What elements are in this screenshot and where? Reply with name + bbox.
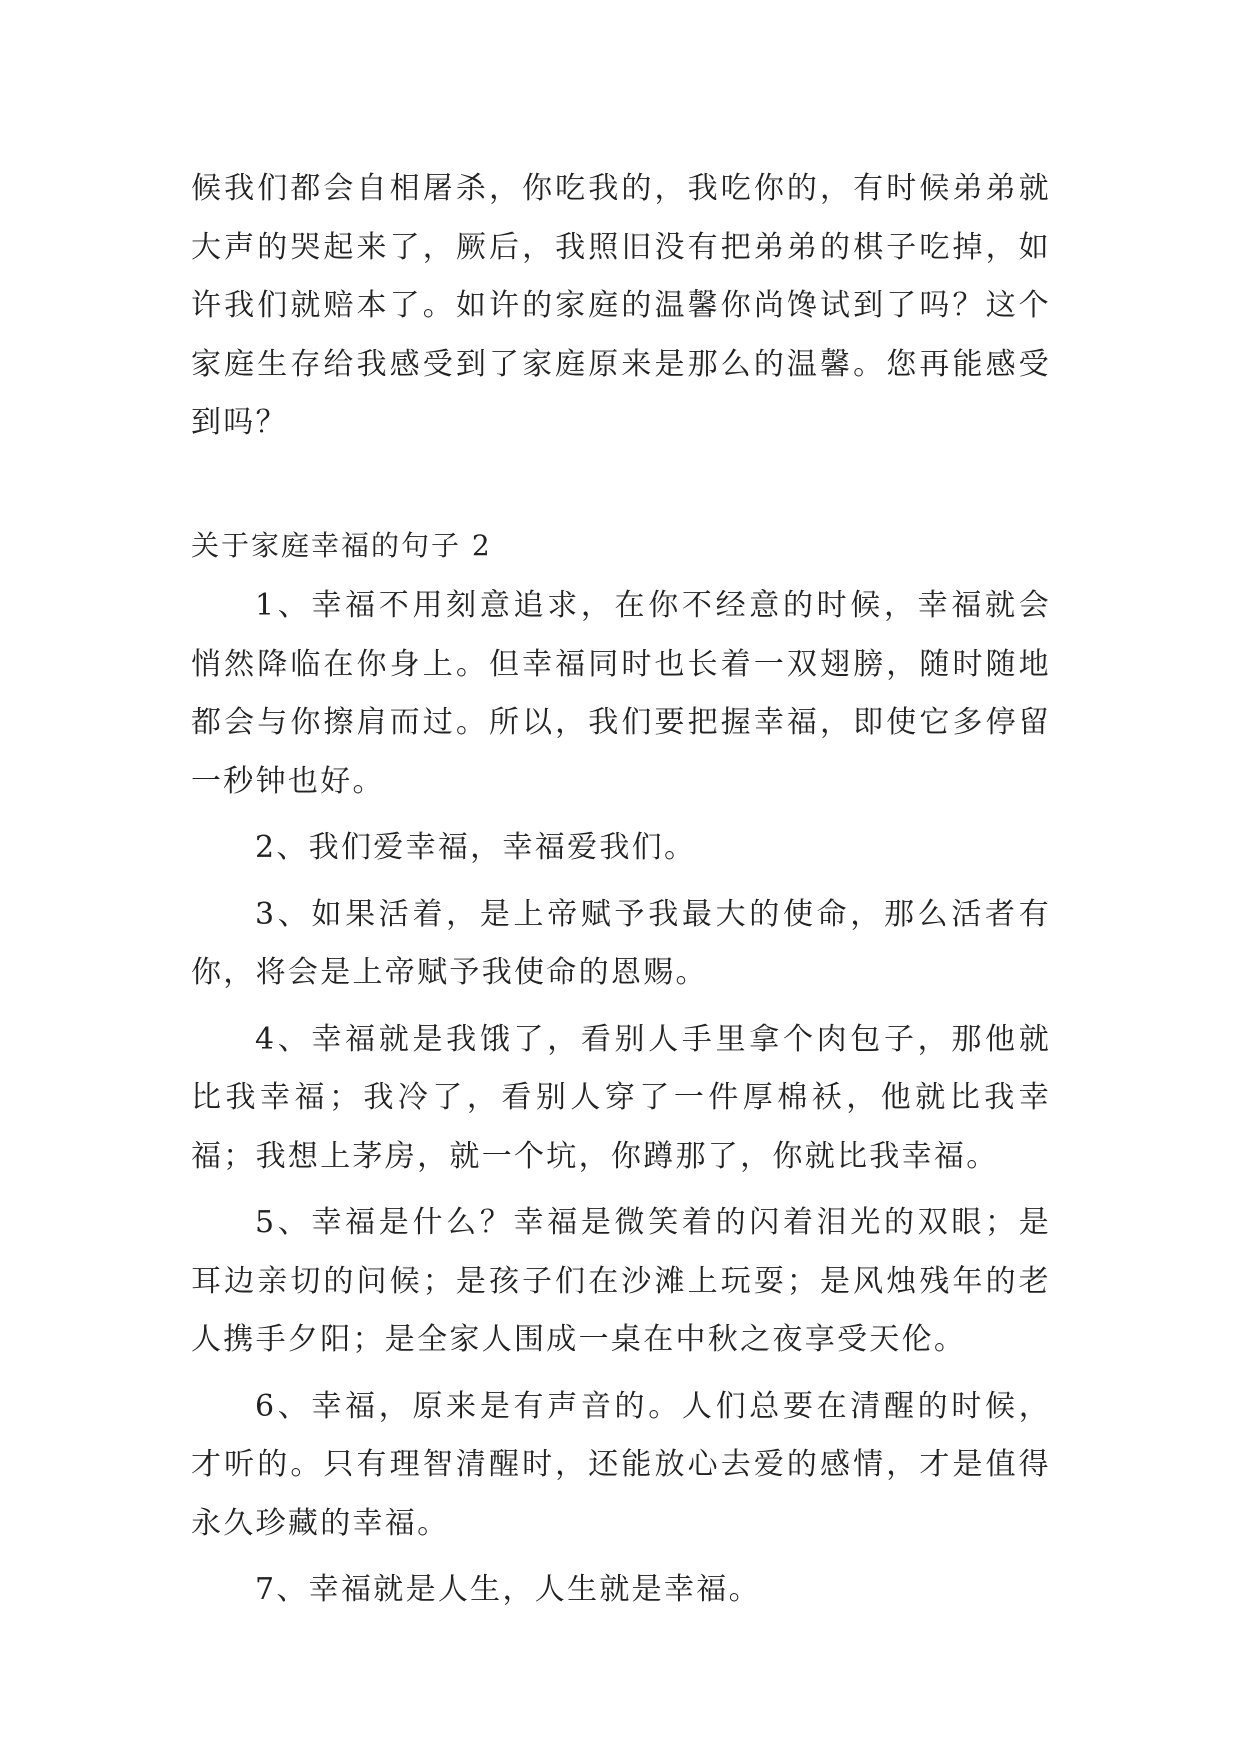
list-item: 7、幸福就是人生，人生就是幸福。 xyxy=(255,1572,761,1607)
section-title: 关于家庭幸福的句子 2 xyxy=(191,528,492,562)
list-item: 3、如果活着，是上帝赋予我最大的使命，那么活者有你，将会是上帝赋予我使命的恩赐。 xyxy=(191,896,1051,990)
list-item: 6、幸福，原来是有声音的。人们总要在清醒的时候，才听的。只有理智清醒时，还能放心去爱的感情，才是值得永久珍藏的幸福。 xyxy=(191,1388,1051,1541)
list-item: 4、幸福就是我饿了，看别人手里拿个肉包子，那他就比我幸福；我冷了，看别人穿了一件厚棉袄，他就比我幸福；我想上茅房，就一个坑，你蹲那了，你就比我幸福。 xyxy=(191,1021,1051,1174)
intro-paragraph: 候我们都会自相屠杀，你吃我的，我吃你的，有时候弟弟就大声的哭起来了，厥后，我照旧没有把弟弟的棋子吃掉，如许我们就赔本了。如许的家庭的温馨你尚馋试到了吗？这个家庭生存给我感受到了家庭原来是那么的温馨。您再能感受到吗？ xyxy=(191,171,1051,440)
list-item: 1、幸福不用刻意追求，在你不经意的时候，幸福就会悄然降临在你身上。但幸福同时也长着一双翅膀，随时随地都会与你擦肩而过。所以，我们要把握幸福，即使它多停留一秒钟也好。 xyxy=(191,588,1051,799)
list-item: 5、幸福是什么？幸福是微笑着的闪着泪光的双眼；是耳边亲切的问候；是孩子们在沙滩上玩耍；是风烛残年的老人携手夕阳；是全家人围成一桌在中秋之夜享受天伦。 xyxy=(191,1205,1051,1357)
document-body xyxy=(191,160,1051,1628)
list-item: 2、我们爱幸福，幸福爱我们。 xyxy=(255,830,697,865)
